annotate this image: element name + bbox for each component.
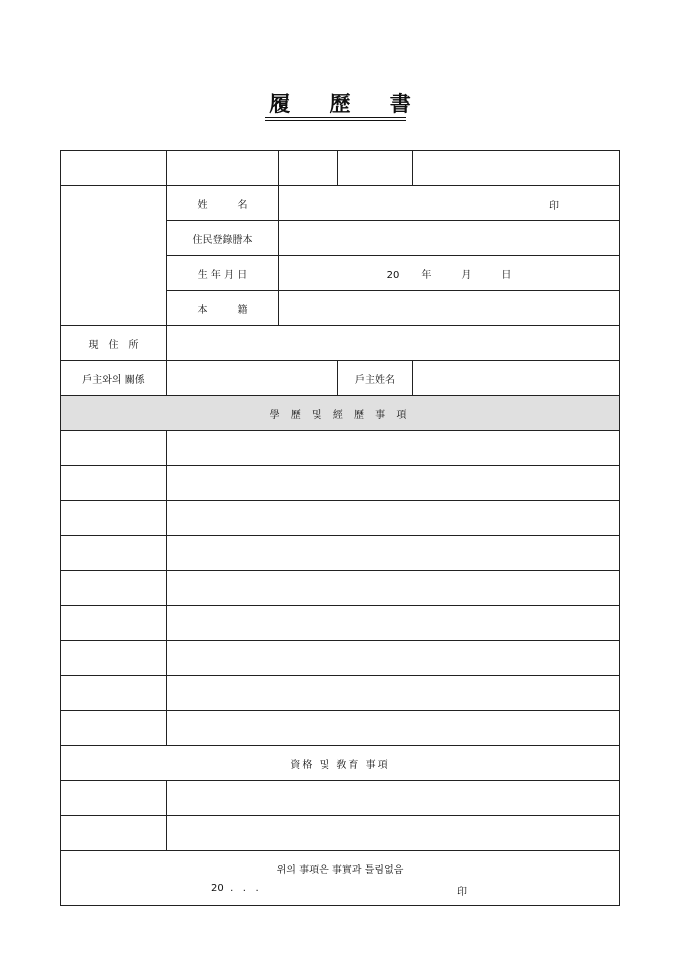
qualification-date-cell[interactable] [61, 781, 167, 816]
declaration-cell [61, 851, 620, 906]
qualification-date-cell[interactable] [61, 816, 167, 851]
relation-label: 戶主와의 關係 [61, 361, 167, 396]
origin-field[interactable] [279, 291, 620, 326]
declaration-date[interactable]: 20 . . . [211, 883, 259, 894]
education-section-header: 學 歷 및 經 歷 事 項 [61, 396, 620, 431]
birth-day-unit: 日 [501, 269, 512, 281]
education-detail-cell[interactable] [167, 571, 620, 606]
education-date-cell[interactable] [61, 641, 167, 676]
birth-date-field[interactable] [279, 256, 620, 291]
birth-year-unit: 年 [421, 269, 432, 281]
registration-field[interactable] [279, 221, 620, 256]
seal-mark: 印 [549, 201, 559, 212]
education-date-cell[interactable] [61, 606, 167, 641]
education-detail-cell[interactable] [167, 431, 620, 466]
education-date-cell[interactable] [61, 431, 167, 466]
education-date-cell[interactable] [61, 571, 167, 606]
education-detail-cell[interactable] [167, 501, 620, 536]
birth-year-prefix: 20 [386, 269, 400, 281]
qualification-detail-cell[interactable] [167, 781, 620, 816]
education-detail-cell[interactable] [167, 606, 620, 641]
relation-field[interactable] [167, 361, 338, 396]
name-field[interactable] [279, 186, 620, 221]
head-name-label: 戶主姓名 [338, 361, 413, 396]
education-detail-cell[interactable] [167, 711, 620, 746]
birth-date-label: 生 年 月 日 [167, 256, 279, 291]
education-date-cell[interactable] [61, 676, 167, 711]
qualification-section-header: 資格 및 敎育 事項 [61, 746, 620, 781]
education-date-cell[interactable] [61, 536, 167, 571]
education-detail-cell[interactable] [167, 641, 620, 676]
resume-form [60, 150, 620, 906]
education-detail-cell[interactable] [167, 676, 620, 711]
head-name-field[interactable] [413, 361, 620, 396]
qualification-detail-cell[interactable] [167, 816, 620, 851]
declaration-seal-mark: 印 [457, 887, 467, 898]
education-detail-cell[interactable] [167, 536, 620, 571]
address-field[interactable] [167, 326, 620, 361]
origin-label: 本 籍 [167, 291, 279, 326]
education-date-cell[interactable] [61, 711, 167, 746]
education-date-cell[interactable] [61, 501, 167, 536]
birth-month-unit: 月 [461, 269, 472, 281]
name-label: 姓 名 [167, 186, 279, 221]
declaration-statement: 위의 事項은 事實과 틀림없음 [276, 865, 404, 876]
registration-label: 住民登錄謄本 [167, 221, 279, 256]
document-title: 履 歷 書 [269, 91, 427, 116]
education-detail-cell[interactable] [167, 466, 620, 501]
education-date-cell[interactable] [61, 466, 167, 501]
title-underline-top [265, 117, 406, 118]
photo-box[interactable] [61, 186, 167, 326]
title-underline-bottom [265, 120, 406, 121]
address-label: 現 住 所 [61, 326, 167, 361]
